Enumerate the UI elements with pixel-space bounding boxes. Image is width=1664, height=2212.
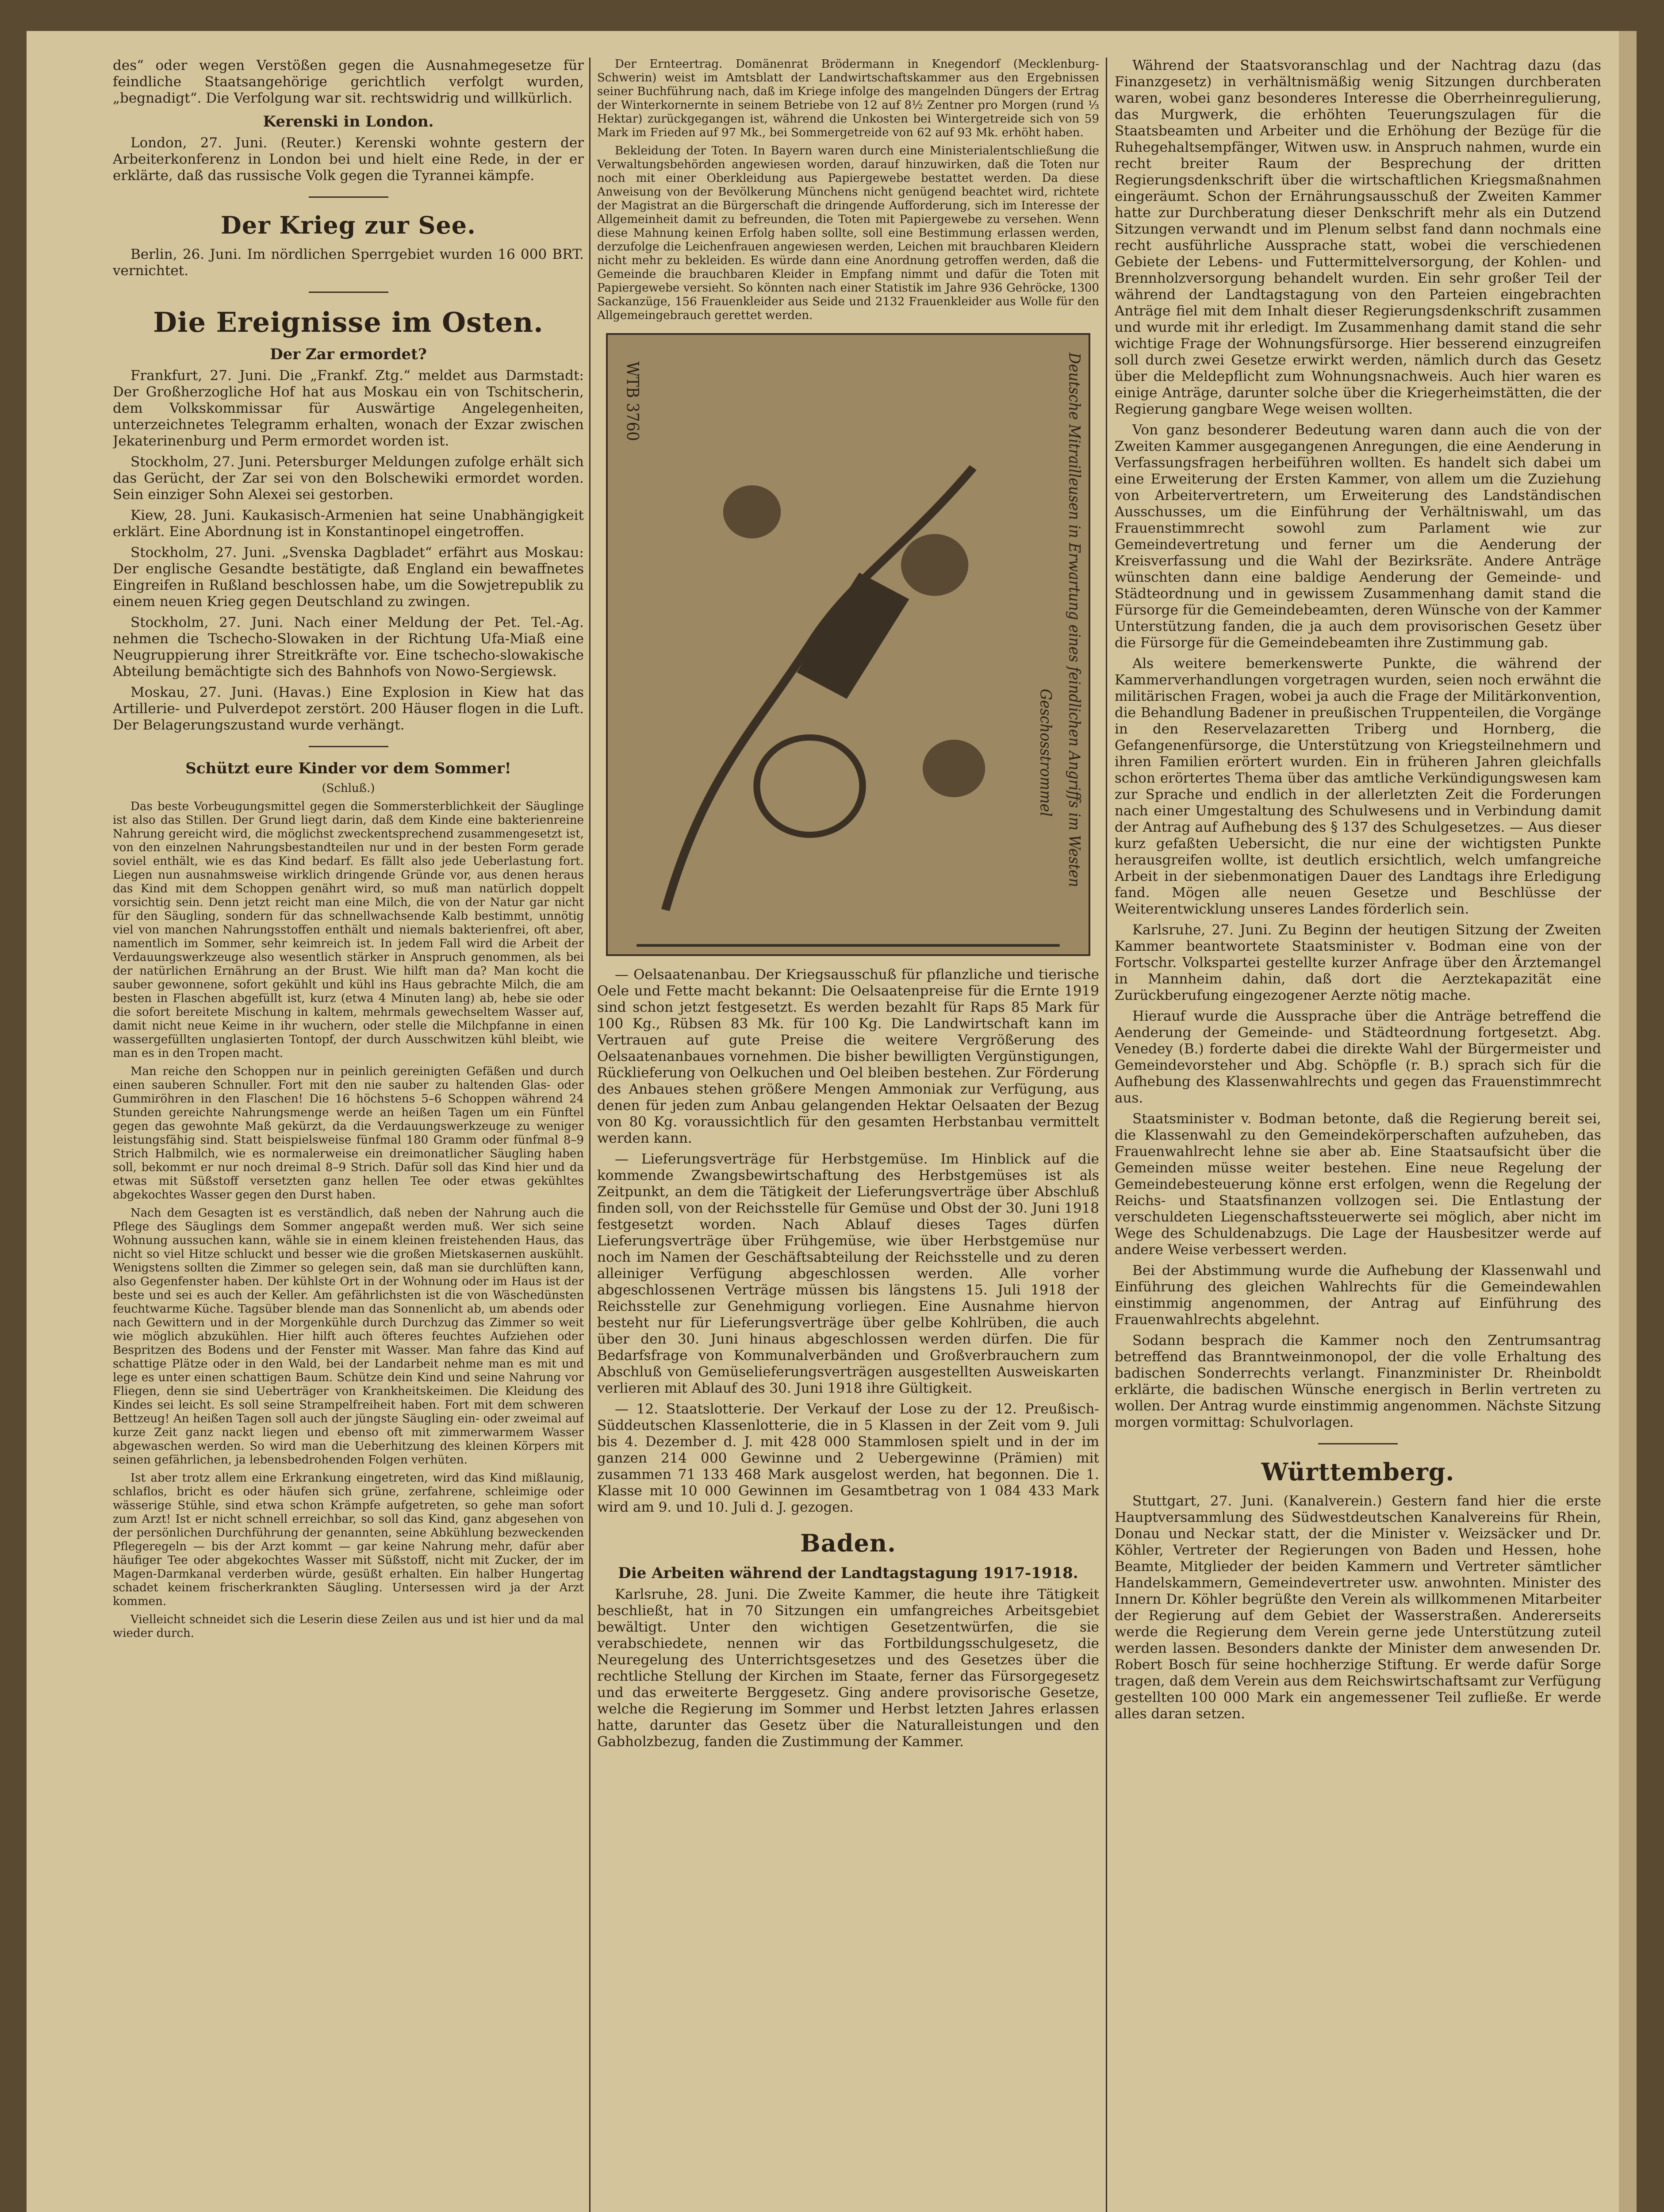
children-subheading: (Schluß.): [322, 782, 375, 795]
children-paragraph: Ist aber trotz allem eine Erkrankung eingetreten, wird das Kind mißlaunig, schlaflos, bricht es oder häufen sich grüne, zerfahrene, schleimige oder wässerige Stühle, sind etwa schon Krämpfe aufgetreten, so gehe man sofort zum Arzt! Ist er nicht schnell erreichbar, so soll das Kind, ganz abgesehen von der persönlichen Durchführung der genannten, seine Abkühlung bezweckenden Pflegeregeln — bis der Arzt kommt — gar keine Nahrung mehr, dafür aber häufiger Tee oder abgekochtes Wasser mit Süßstoff, nicht mit Zucker, der im Magen-Darmkanal verderben würde, gesüßt erhalten. Ein halber Hungertag schadet keinem frischerkrankten Säugling. Untersessen wird ja der Arzt kommen.: [113, 1471, 584, 1608]
children-paragraph: Man reiche den Schoppen nur in peinlich gereinigten Gefäßen und durch einen sauberen Schnuller. Fort mit den nie sauber zu haltenden Glas- oder Gummiröhren in den Flaschen! Die 16 höchstens 5–6 Schoppen während 24 Stunden gereichte Nahrungsmenge werde an heißen Tagen um ein Fünftel gegen das gewohnte Maß gekürzt, da die Verdauungswerkzeuge zu weniger leistungsfähig sind. Statt beispielsweise fünfmal 180 Gramm oder fünfmal 8–9 Strich Halbmilch, wie es normalerweise ein dreimonatlicher Säugling haben soll, bekommt er nur noch dreimal 8–9 Strich. Dafür soll das Kind hier und da etwas mit Süßstoff versetzten ganz hellen Tee oder etwas gekühltes abgekochtes Wasser gegen den Durst haben.: [113, 1065, 584, 1202]
east-heading: Die Ereignisse im Osten.: [153, 306, 544, 338]
children-paragraph: Vielleicht schneidet sich die Leserin diese Zeilen aus und ist hier und da mal wieder durch.: [113, 1613, 584, 1640]
east-paragraph: Stockholm, 27. Juni. Petersburger Meldungen zufolge erhält sich das Gerücht, der Zar sei von den Bolschewiki ermordet worden. Sein einziger Sohn Alexei sei gestorben.: [113, 454, 584, 503]
ernte-paragraph: Der Ernteertrag. Domänenrat Brödermann in Knegendorf (Mecklenburg-Schwerin) weist im Amtsblatt der Landwirtschaftskammer aus den Ergebnissen seiner Buchführung nach, daß im Kriege infolge des mangelnden Düngers der Ertrag der Winterkornernte in seinem Betriebe von 12 auf 8½ Zentner pro Morgen (rund ⅓ Hektar) zurückgegangen ist, während die Unkosten bei Wintergetreide sich von 59 Mark im Frieden auf 97 Mk., bei Sommergetreide von 62 auf 93 Mk. erhöht haben.: [597, 58, 1099, 139]
divider: [1318, 1443, 1398, 1444]
sea-war-heading: Der Krieg zur See.: [221, 211, 476, 239]
newspaper-page: [27, 31, 1637, 2212]
children-heading: Schützt eure Kinder vor dem Sommer!: [185, 760, 511, 777]
divider: [309, 292, 388, 293]
column-middle: [597, 58, 1099, 2212]
east-paragraph: Kiew, 28. Juni. Kaukasisch-Armenien hat seine Unabhängigkeit erklärt. Eine Abordnung ist in Konstantinopel eingetroffen.: [113, 507, 584, 540]
east-paragraph: Stockholm, 27. Juni. „Svenska Dagbladet“ erfährt aus Moskau: Der englische Gesandte bestätigte, daß England ein bewaffnetes Eingreifen in Rußland beschlossen habe, um die Sowjetrepublik zu einem neuen Krieg gegen Deutschland zu zwingen.: [113, 545, 584, 610]
opening-text: des“ oder wegen Verstößen gegen die Ausnahmegesetze für feindliche Staatsangehörige gerichtlich verfolgt wurden, „begnadigt“. Die Verfolgung war sit. rechtswidrig und willkürlich.: [113, 58, 584, 106]
column-right: [1115, 58, 1601, 2212]
baden-text: Karlsruhe, 28. Juni. Die Zweite Kammer, die heute ihre Tätigkeit beschließt, hat in 70 Sitzungen ein umfangreiches Arbeitsgebiet bewältigt. Unter den wichtigen Gesetzentwürfen, die sie verabschiedete, nennen wir das Fortbildungsschulgesetz, die Neuregelung des Unterrichtsgesetzes und des Gesetzes über die rechtliche Stellung der Kirchen im Staate, ferner das Fürsorgegesetz und das erweiterte Berggesetz. Ging andere provisorische Gesetze, welche die Regierung im Sommer und Herbst letzten Jahres erlassen hatte, darunter das Gesetz über die Naturalleistungen und den Gabholzbezug, fanden die Zustimmung der Kammer.: [597, 1586, 1099, 1750]
divider: [309, 196, 388, 198]
tsar-heading: Der Zar ermordet?: [270, 346, 427, 363]
sea-war-text: Berlin, 26. Juni. Im nördlichen Sperrgebiet wurden 16 000 BRT. vernichtet.: [113, 246, 584, 279]
east-paragraph: Stockholm, 27. Juni. Nach einer Meldung der Pet. Tel.-Ag. nehmen die Tschecho-Slowaken in der Richtung Ufa-Miaß eine Neugruppierung ihrer Streitkräfte vor. Eine tschecho-slowakische Abteilung bemächtigte sich des Bahnhofs von Nowo-Sergiewsk.: [113, 614, 584, 680]
east-paragraph: Frankfurt, 27. Juni. Die „Frankf. Ztg.“ meldet aus Darmstadt: Der Großherzogliche Hof hat aus Moskau ein von Tschitscherin, dem Volkskommissar für Auswärtige Angelegenheiten, unterzeichnetes Telegramm erhalten, wonach der Exzar zwischen Jekaterinenburg und Perm ermordet worden ist.: [113, 368, 584, 449]
landtag-paragraph: Karlsruhe, 27. Juni. Zu Beginn der heutigen Sitzung der Zweiten Kammer beantwortete Staatsminister v. Bodman eine von der Fortschr. Volkspartei gestellte kurzer Anfrage über den Ärztemangel in Mannheim dahin, daß dort die Aerztekapazität eine Zurückberufung eingezogener Aerzte nötig mache.: [1115, 922, 1601, 1003]
landtag-paragraph: Bei der Abstimmung wurde die Aufhebung der Klassenwahl und Einführung des gleichen Wahlrechts für die Gemeindewahlen einstimmig angenommen, der Antrag auf Einführung des Frauenwahlrechts abgelehnt.: [1115, 1263, 1601, 1328]
landtag-paragraph: Staatsminister v. Bodman betonte, daß die Regierung bereit sei, die Klassenwahl zu den Gemeindekörperschaften aufzuheben, das Frauenwahlrecht lehne sie aber ab. Eine Staatsaufsicht über die Gemeinden müsse weiter bestehen. Eine neue Regelung der Gemeindebesteuerung könne erst erfolgen, wenn die Regelung der Reichs- und Staatsfinanzen vollzogen sei. Die Entlastung der verschuldeten Liegenschaftssteuerwerte sei möglich, aber nicht im Wege des Schuldenabzugs. Die Lage der Hausbesitzer werde auf andere Weise verbessert werden.: [1115, 1111, 1601, 1258]
kerenski-text: London, 27. Juni. (Reuter.) Kerenski wohnte gestern der Arbeiterkonferenz in London bei und hielt eine Rede, in der er erklärte, daß das russische Volk gegen die Tyrannei kämpfe.: [113, 135, 584, 184]
illustration-caption: Deutsche Mitrailleusen in Erwartung eines feindlichen Angriffs im Westen: [1066, 353, 1084, 887]
children-paragraph: Nach dem Gesagten ist es verständlich, daß neben der Nahrung auch die Pflege des Säuglings dem Sommer angepaßt werden muß. Wer sich seine Wohnung aussuchen kann, wähle sie in einem kleinen freistehenden Haus, das nicht so viel Hitze schluckt und besser wie die großen Mietskasernen auskühlt. Wenigstens sollten die Zimmer so gelegen sein, daß man sie durchlüften kann, also Gegenfenster haben. Der kühlste Ort in der Wohnung oder im Haus ist der beste und sei es auch der Keller. Am gefährlichsten ist die von Wäschedünsten feuchtwarme Küche. Tagsüber blende man das Sonnenlicht ab, um abends oder nach Gewittern und in der Morgenkühle durch Durchzug das Zimmer so weit wie möglich abzukühlen. Hier hilft auch öfteres feuchtes Aufziehen oder Bespritzen des Bodens und der Fenster mit Wasser. Man fahre das Kind auf schattige Plätze oder in den Wald, bei der Landarbeit nehme man es mit und lege es unter einen schattigen Baum. Schütze dein Kind und seine Nahrung vor Fliegen, denn sie sind Ueberträger von Krankheitskeimen. Die Kleidung des Kindes sei leicht. Es soll seine Strampelfreiheit haben. Fort mit dem schweren Bettzeug! An heißen Tagen soll auch der jüngste Säugling ein- oder zweimal auf kurze Zeit ganz nackt liegen und ebenso oft mit zimmerwarmem Wasser abgewaschen werden. So wird man die Ueberhitzung des kleinen Körpers mit seinen gefährlichen, ja lebensbedrohenden Folgen verhüten.: [113, 1206, 584, 1467]
landtag-paragraph: Hierauf wurde die Aussprache über die Anträge betreffend die Aenderung der Gemeinde- und Städteordnung fortgesetzt. Abg. Venedey (B.) forderte dabei die direkte Wahl der Bürgermeister und Gemeindevorsteher und Abg. Schöpfle (r. B.) sprach sich für die Aufhebung des Klassenwahlrechts und gegen das Frauenstimmrecht aus.: [1115, 1008, 1601, 1106]
east-paragraph: Moskau, 27. Juni. (Havas.) Eine Explosion in Kiew hat das Artillerie- und Pulverdepot zerstört. 200 Häuser flogen in die Luft. Der Belagerungszustand wurde verhängt.: [113, 684, 584, 733]
divider: [309, 746, 388, 747]
landtag-paragraph: Als weitere bemerkenswerte Punkte, die während der Kammerverhandlungen vorgetragen wurden, seien noch erwähnt die militärischen Fragen, wobei ja auch die Frage der Militärkonvention, die Behandlung Badener in preußischen Truppenteilen, die Vorgänge in den Reservelazaretten Triberg und Hornberg, die Gefangenenfürsorge, die Unterstützung von Kriegsteilnehmern und ihren Familien erörtert wurden. Ein in früheren Jahren gleichfalls schon erörtertes Thema über das amtliche Verkündigungswesen kam zur Sprache und endlich in der allerletzten Zeit die Forderungen nach einer Umgestaltung des Schulwesens und in Verbindung damit der Antrag auf Aufhebung des § 137 des Schulgesetzes. — Aus dieser kurz gefaßten Uebersicht, die nur eine der wichtigsten Punkte herausgreifen wollte, ist deutlich ersichtlich, welch umfangreiche Arbeit in der siebenmonatigen Dauer des Landtags ihre Erledigung fand. Mögen alle neuen Gesetze und Beschlüsse der Weiterentwicklung unseres Landes förderlich sein.: [1115, 656, 1601, 917]
kerenski-heading: Kerenski in London.: [263, 113, 434, 131]
page-edge: [1619, 31, 1637, 2212]
wuerttemberg-heading: Württemberg.: [1261, 1458, 1455, 1486]
illustration-code: WTB 3760: [623, 361, 642, 441]
children-paragraph: Das beste Vorbeugungsmittel gegen die Sommersterblichkeit der Säuglinge ist also das Stillen. Der Grund liegt darin, daß dem Kinde eine bakterienreine Nahrung gereicht wird, die möglichst zweckentsprechend zusammengesetzt ist, von den einzelnen Nahrungsbestandteilen nur und in der besten Form gerade soviel enthält, wie es das Kind bedarf. Es fällt also jede Ueberlastung fort. Liegen nun ausnahmsweise wirklich dringende Gründe vor, aus denen heraus das Kind mit dem Schoppen genährt wird, so muß man natürlich doppelt vorsichtig sein. Denn jetzt reicht man eine Milch, die von der Natur gar nicht für den Säugling, sondern für das schnellwachsende Kalb bestimmt, unnötig viel von manchen Nahrungsstoffen enthält und niemals bakterienfrei, oft aber, namentlich im Sommer, sehr keimreich ist. In jedem Fall wird die Arbeit der Verdauungswerkzeuge also wesentlich stärker in Anspruch genommen, als bei der natürlichen Ernährung an der Brust. Wie hilft man da? Man kocht die sauber gewonnene, sofort gekühlt und kühl ins Haus gebrachte Milch, die am besten in Flaschen abgefüllt ist, kurz (etwa 4 Minuten lang) ab, hebe sie oder die sofort bereitete Mischung in kaltem, mehrmals gewechseltem Wasser auf, damit nicht neue Keime in ihr wuchern, oder stelle die Milchpfanne in einen wassergefüllten unglasierten Tontopf, der durch Ausschwitzen kühl bleibt, wie man es in den Tropen macht.: [113, 800, 584, 1060]
column-rule: [589, 58, 590, 2212]
illustration-caption-2: Geschosstrommel: [1036, 689, 1055, 817]
baden-heading: Baden.: [800, 1529, 896, 1557]
oel-paragraph: — Lieferungsverträge für Herbstgemüse. Im Hinblick auf die kommende Zwangsbewirtschaftung des Herbstgemüses ist als Zeitpunkt, an dem die Tätigkeit der Lieferungsverträge über Abschluß finden soll, von der Reichsstelle für Gemüse und Obst der 30. Juni 1918 festgesetzt worden. Nach Ablauf dieses Tages dürfen Lieferungsverträge über Frühgemüse, wie über Herbstgemüse nur noch im Namen der Geschäftsabteilung der Reichsstelle und zu deren alleiniger Verfügung abgeschlossen werden. Alle vorher abgeschlossenen Verträge müssen bis längstens 15. Juli 1918 der Reichsstelle zur Genehmigung vorliegen. Eine Ausnahme hiervon besteht nur für Lieferungsverträge über gelbe Kohlrüben, die auch über den 30. Juni hinaus abgeschlossen werden dürfen. Die für Bedarfsfrage von Kommunalverbänden und Großverbrauchern zum Abschluß von Gemüselieferungsverträgen ausgestellten Ausweiskarten verlieren mit Ablauf des 30. Juni 1918 ihre Gültigkeit.: [597, 1151, 1099, 1396]
machine-gun-engraving: [608, 335, 1089, 954]
column-left: [113, 58, 584, 2212]
landtag-paragraph: Von ganz besonderer Bedeutung waren dann auch die von der Zweiten Kammer ausgegangenen Anregungen, die eine Aenderung in Verfassungsfragen herbeiführen wollten. Es handelt sich dabei um eine Erweiterung der Ersten Kammer, von allem um die Zuziehung von Arbeitervertretern, um Erweiterung des Landständischen Ausschusses, um die Einführung der Verhältniswahl, um das Frauenstimmrecht sowohl zum Parlament wie zur Gemeindevertretung und ferner um die Aenderung der Kreisverfassung und die Wahl der Bezirksräte. Andere Anträge wünschten dann eine baldige Aenderung der Gemeinde- und Städteordnung und in gewissem Zusammenhang damit stand die Fürsorge für die Gemeindebeamten, deren Wünsche von der Kammer Unterstützung fanden, die ja auch dem provisorischen Gesetz über die Fürsorge für die Gemeindebeamten ihre Zustimmung gab.: [1115, 422, 1601, 651]
landtag-paragraph: Sodann besprach die Kammer noch den Zentrumsantrag betreffend das Branntweinmonopol, der die volle Erhaltung des badischen Sonderrechts verlangt. Finanzminister Dr. Rheinboldt erklärte, die badischen Wünsche energisch in Berlin vertreten zu wollen. Der Antrag wurde einstimmig angenommen. Nächste Sitzung morgen vormittag: Schulvorlagen.: [1115, 1333, 1601, 1430]
war-illustration: [606, 333, 1090, 956]
landtag-paragraph: Während der Staatsvoranschlag und der Nachtrag dazu (das Finanzgesetz) in verhältnismäßig wenig Sitzungen durchberaten waren, wobei ganz besonderes Interesse die Oberrheinregulierung, das Murgwerk, die erhöhten Teuerungszulagen für die Staatsbeamten und Arbeiter und die Erhöhung der Bezüge für die Ruhegehaltsempfänger, Witwen usw. in Anspruch nahmen, wurde ein recht breiter Raum der Besprechung der dritten Regierungsdenkschrift über die wirtschaftlichen Kriegsmaßnahmen eingeräumt. Schon der Ernährungsausschuß der Zweiten Kammer hatte zur Durchberatung dieser Denkschrift mehr als ein Dutzend Sitzungen verwandt und im Plenum selbst fand dann nochmals eine recht ausführliche Aussprache statt, wobei die verschiedenen Gebiete der Lebens- und Futtermittelversorgung, der Kohlen- und Brennholzversorgung behandelt wurden. Ein sehr großer Teil der während der Landtagstagung von den Parteien eingebrachten Anträge fiel mit dem Inhalt dieser Regierungsdenkschrift zusammen und wurde mit ihr erledigt. Im Zusammenhang damit stand die sehr wichtige Frage der Wohnungsfürsorge. Hier besserend einzugreifen soll durch zwei Gesetze erwirkt werden, nämlich durch das Gesetz über die Meldepflicht zum Wohnungsnachweis. Auch hier waren es einige Anträge, darunter solche über die Kriegerheimstätten, die der Regierung gangbare Wege weisen wollten.: [1115, 58, 1601, 417]
oel-paragraph: — Oelsaatenanbau. Der Kriegsausschuß für pflanzliche und tierische Oele und Fette macht bekannt: Die Oelsaatenpreise für die Ernte 1919 sind schon jetzt festgesetzt. Es werden bezahlt für Raps 85 Mark für 100 Kg., Rübsen 83 Mk. für 100 Kg. Die Landwirtschaft kann im Vertrauen auf gute Preise die weitere Vergrößerung des Oelsaatenanbaues vornehmen. Die bisher bewilligten Vergünstigungen, Rücklieferung von Oelkuchen und Oel bleiben bestehen. Zur Förderung des Anbaues stehen größere Mengen Ammoniak zur Verfügung, aus denen für jeden zum Anbau gelangenden Hektar Oelsaaten der Bezug von 80 Kg. voraussichtlich für den gesamten Herbstanbau vermittelt werden kann.: [597, 967, 1099, 1146]
column-rule: [1106, 58, 1107, 2212]
baden-subheading: Die Arbeiten während der Landtagstagung 1917-1918.: [618, 1564, 1078, 1582]
wuerttemberg-text: Stuttgart, 27. Juni. (Kanalverein.) Gestern fand hier die erste Hauptversammlung des Südwestdeutschen Kanalvereins für Rhein, Donau und Neckar statt, der die Minister v. Weizsäcker und Dr. Köhler, Vertreter der Regierungen von Baden und Hessen, hohe Beamte, Mitglieder der beiden Kammern und Vertreter sämtlicher Handelskammern, Gemeindevertreter usw. anwohnten. Minister des Innern Dr. Köhler begrüßte den Verein als willkommenen Mitarbeiter der Regierung auf dem Gebiet der Wasserstraßen. Andererseits werde die Regierung dem Verein gerne jede Unterstützung zuteil werden lassen. Besonders dankte der Minister dem anwesenden Dr. Robert Bosch für seine hochherzige Stiftung. Er werde dafür Sorge tragen, daß dem Verein aus dem Reichswirtschaftsamt zur Verfügung gestellten 100 000 Mark ein angemessener Teil zufließe. Er werde alles daran setzen.: [1115, 1493, 1601, 1722]
ernte-paragraph: Bekleidung der Toten. In Bayern waren durch eine Ministerialentschließung die Verwaltungsbehörden angewiesen worden, darauf hinzuwirken, daß die Toten nur noch mit einer Oberkleidung aus Papiergewebe bestattet werden. Da diese Anweisung von der Bevölkerung Münchens nicht genügend beachtet wird, richtete der Magistrat an die Bürgerschaft die dringende Aufforderung, sich im Interesse der Allgemeinheit damit zu befreunden, die Toten mit Papiergewebe zu versehen. Wenn diese Mahnung keinen Erfolg haben sollte, soll eine Bestimmung erlassen werden, derzufolge die Leichenfrauen angewiesen werden, Leichen mit brauchbaren Kleidern nicht mehr zu bekleiden. Es würde dann eine Anordnung getroffen werden, daß die Gemeinde die brauchbaren Kleider in Empfang nimmt und dafür die Toten mit Papiergewebe versieht. So könnten nach einer Statistik im Jahre 936 Gehröcke, 1300 Sackanzüge, 156 Frauenkleider aus Seide und 2132 Frauenkleider aus Wolle für den Allgemeingebrauch gerettet werden.: [597, 144, 1099, 322]
oel-paragraph: — 12. Staatslotterie. Der Verkauf der Lose zu der 12. Preußisch-Süddeutschen Klassenlotterie, die in 5 Klassen in der Zeit vom 9. Juli bis 4. Dezember d. J. mit 428 000 Stammlosen spielt und in der im ganzen 214 000 Gewinne und 2 Uebergewinne (Prämien) mit zusammen 71 133 468 Mark ausgelost werden, hat begonnen. Die 1. Klasse mit 10 000 Gewinnen im Gesamtbetrag von 1 084 433 Mark wird am 9. und 10. Juli d. J. gezogen.: [597, 1401, 1099, 1515]
